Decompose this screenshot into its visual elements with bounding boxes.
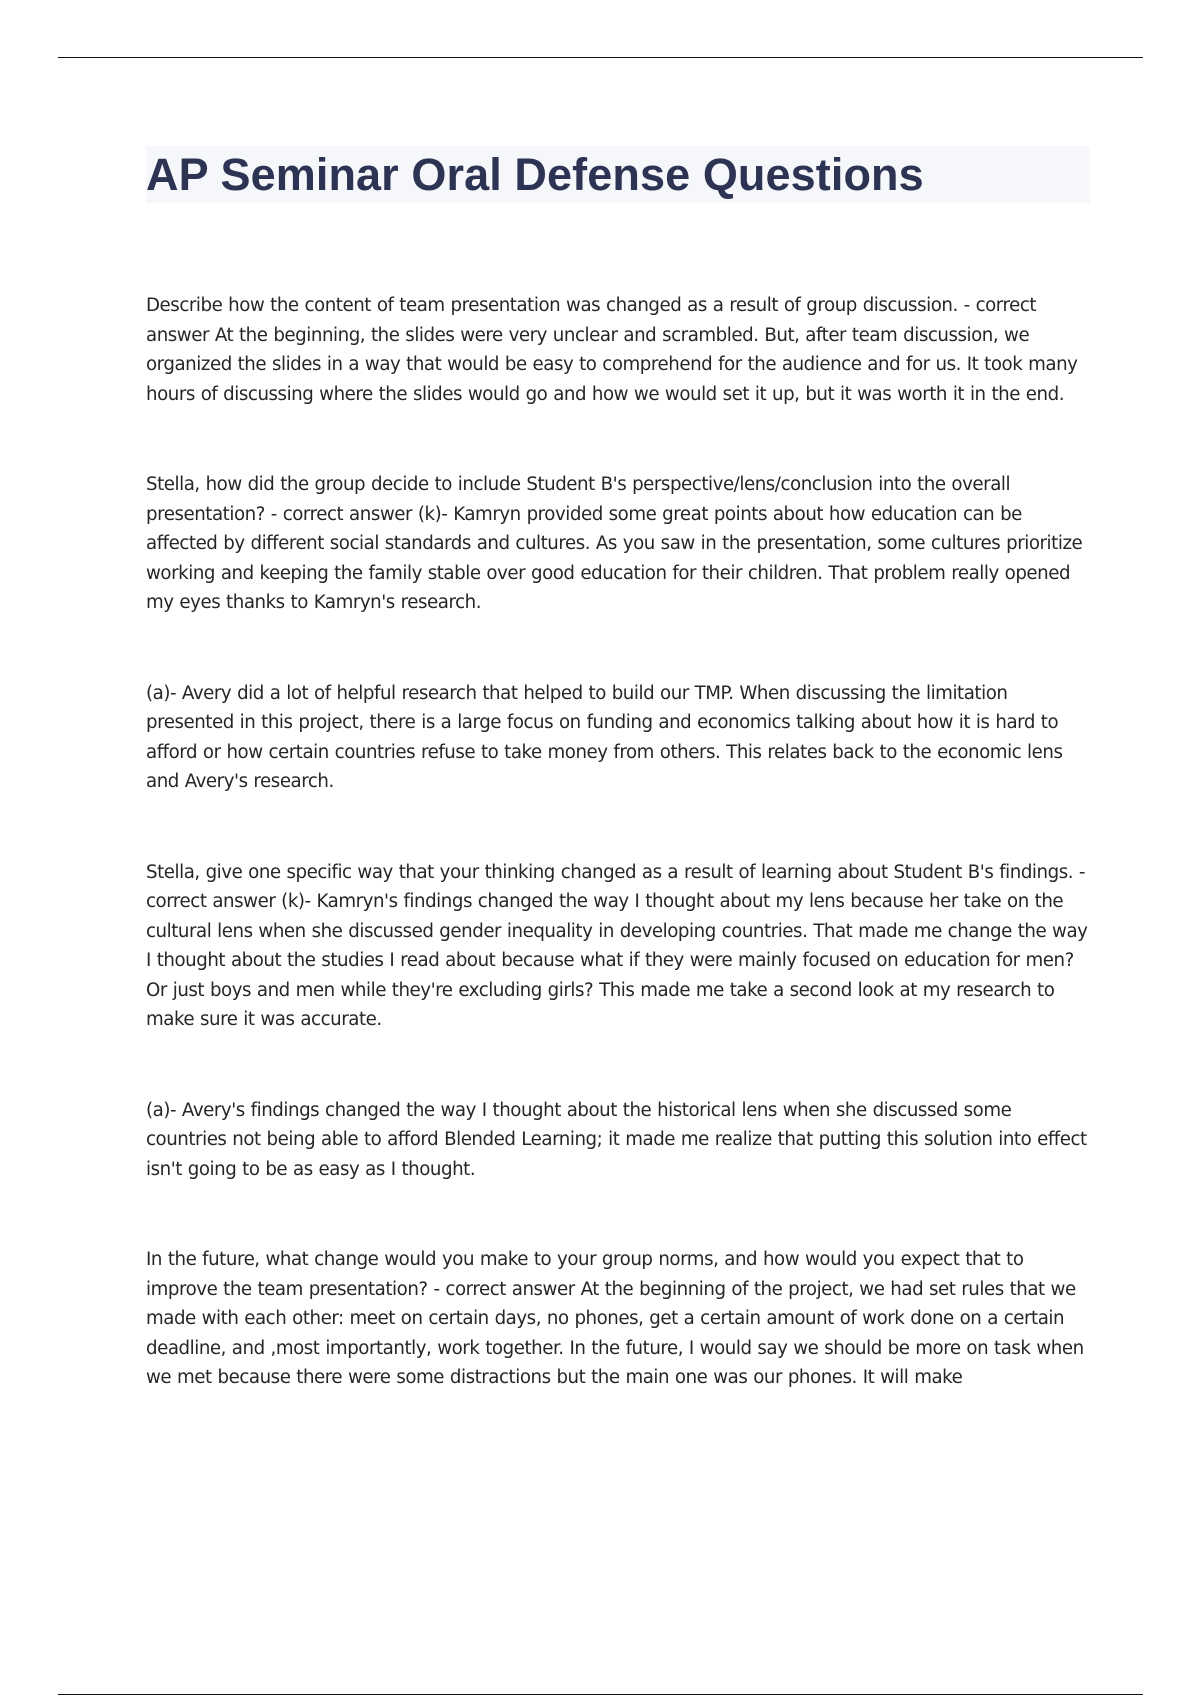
answer-paragraph: (a)- Avery's findings changed the way I thought about the historical lens when she discussed some countries not being able to afford Blended Learning; it made me realize that putting this solution into effect isn't going to be as easy as I thought.: [146, 1099, 1087, 1180]
answer-paragraph: (a)- Avery did a lot of helpful research that helped to build our TMP. When discussing the limitation presented in this project, there is a large focus on funding and economics talking about how it is hard to afford or how certain countries refuse to take money from others. This relates back to the economic lens and Avery's research.: [146, 682, 1063, 792]
document-body: [146, 291, 1092, 1454]
question-paragraph: In the future, what change would you make to your group norms, and how would you expect that to improve the team presentation? - correct answer At the beginning of the project, we had set rules that we made with each other: meet on certain days, no phones, get a certain amount of work done on a certain deadline, and ,most importantly, work together. In the future, I would say we should be more on task when we met because there were some distractions but the main one was our phones. It will make: [146, 1249, 1084, 1388]
question-paragraph: Describe how the content of team presentation was changed as a result of group discussion. - correct answer At the beginning, the slides were very unclear and scrambled. But, after team discussion, we organized the slides in a way that would be easy to comprehend for the audience and for us. It took many hours of discussing where the slides would go and how we would set it up, but it was worth it in the end.: [146, 295, 1078, 405]
question-paragraph: Stella, give one specific way that your thinking changed as a result of learning about Student B's findings. - correct answer (k)- Kamryn's findings changed the way I thought about my lens because her take on the cultural lens when she discussed gender inequality in developing countries. That made me change the way I thought about the studies I read about because what if they were mainly focused on education for men? Or just boys and men while they're excluding girls? This made me take a second look at my research to make sure it was accurate.: [146, 861, 1088, 1030]
page-title: AP Seminar Oral Defense Questions: [146, 149, 924, 200]
footer-rule: [58, 1694, 1143, 1695]
header-rule: [58, 57, 1143, 58]
question-paragraph: Stella, how did the group decide to include Student B's perspective/lens/conclusion into the overall presentation? - correct answer (k)- Kamryn provided some great points about how education can be affected by different social standards and cultures. As you saw in the presentation, some cultures prioritize working and keeping the family stable over good education for their children. That problem really opened my eyes thanks to Kamryn's research.: [146, 474, 1083, 613]
